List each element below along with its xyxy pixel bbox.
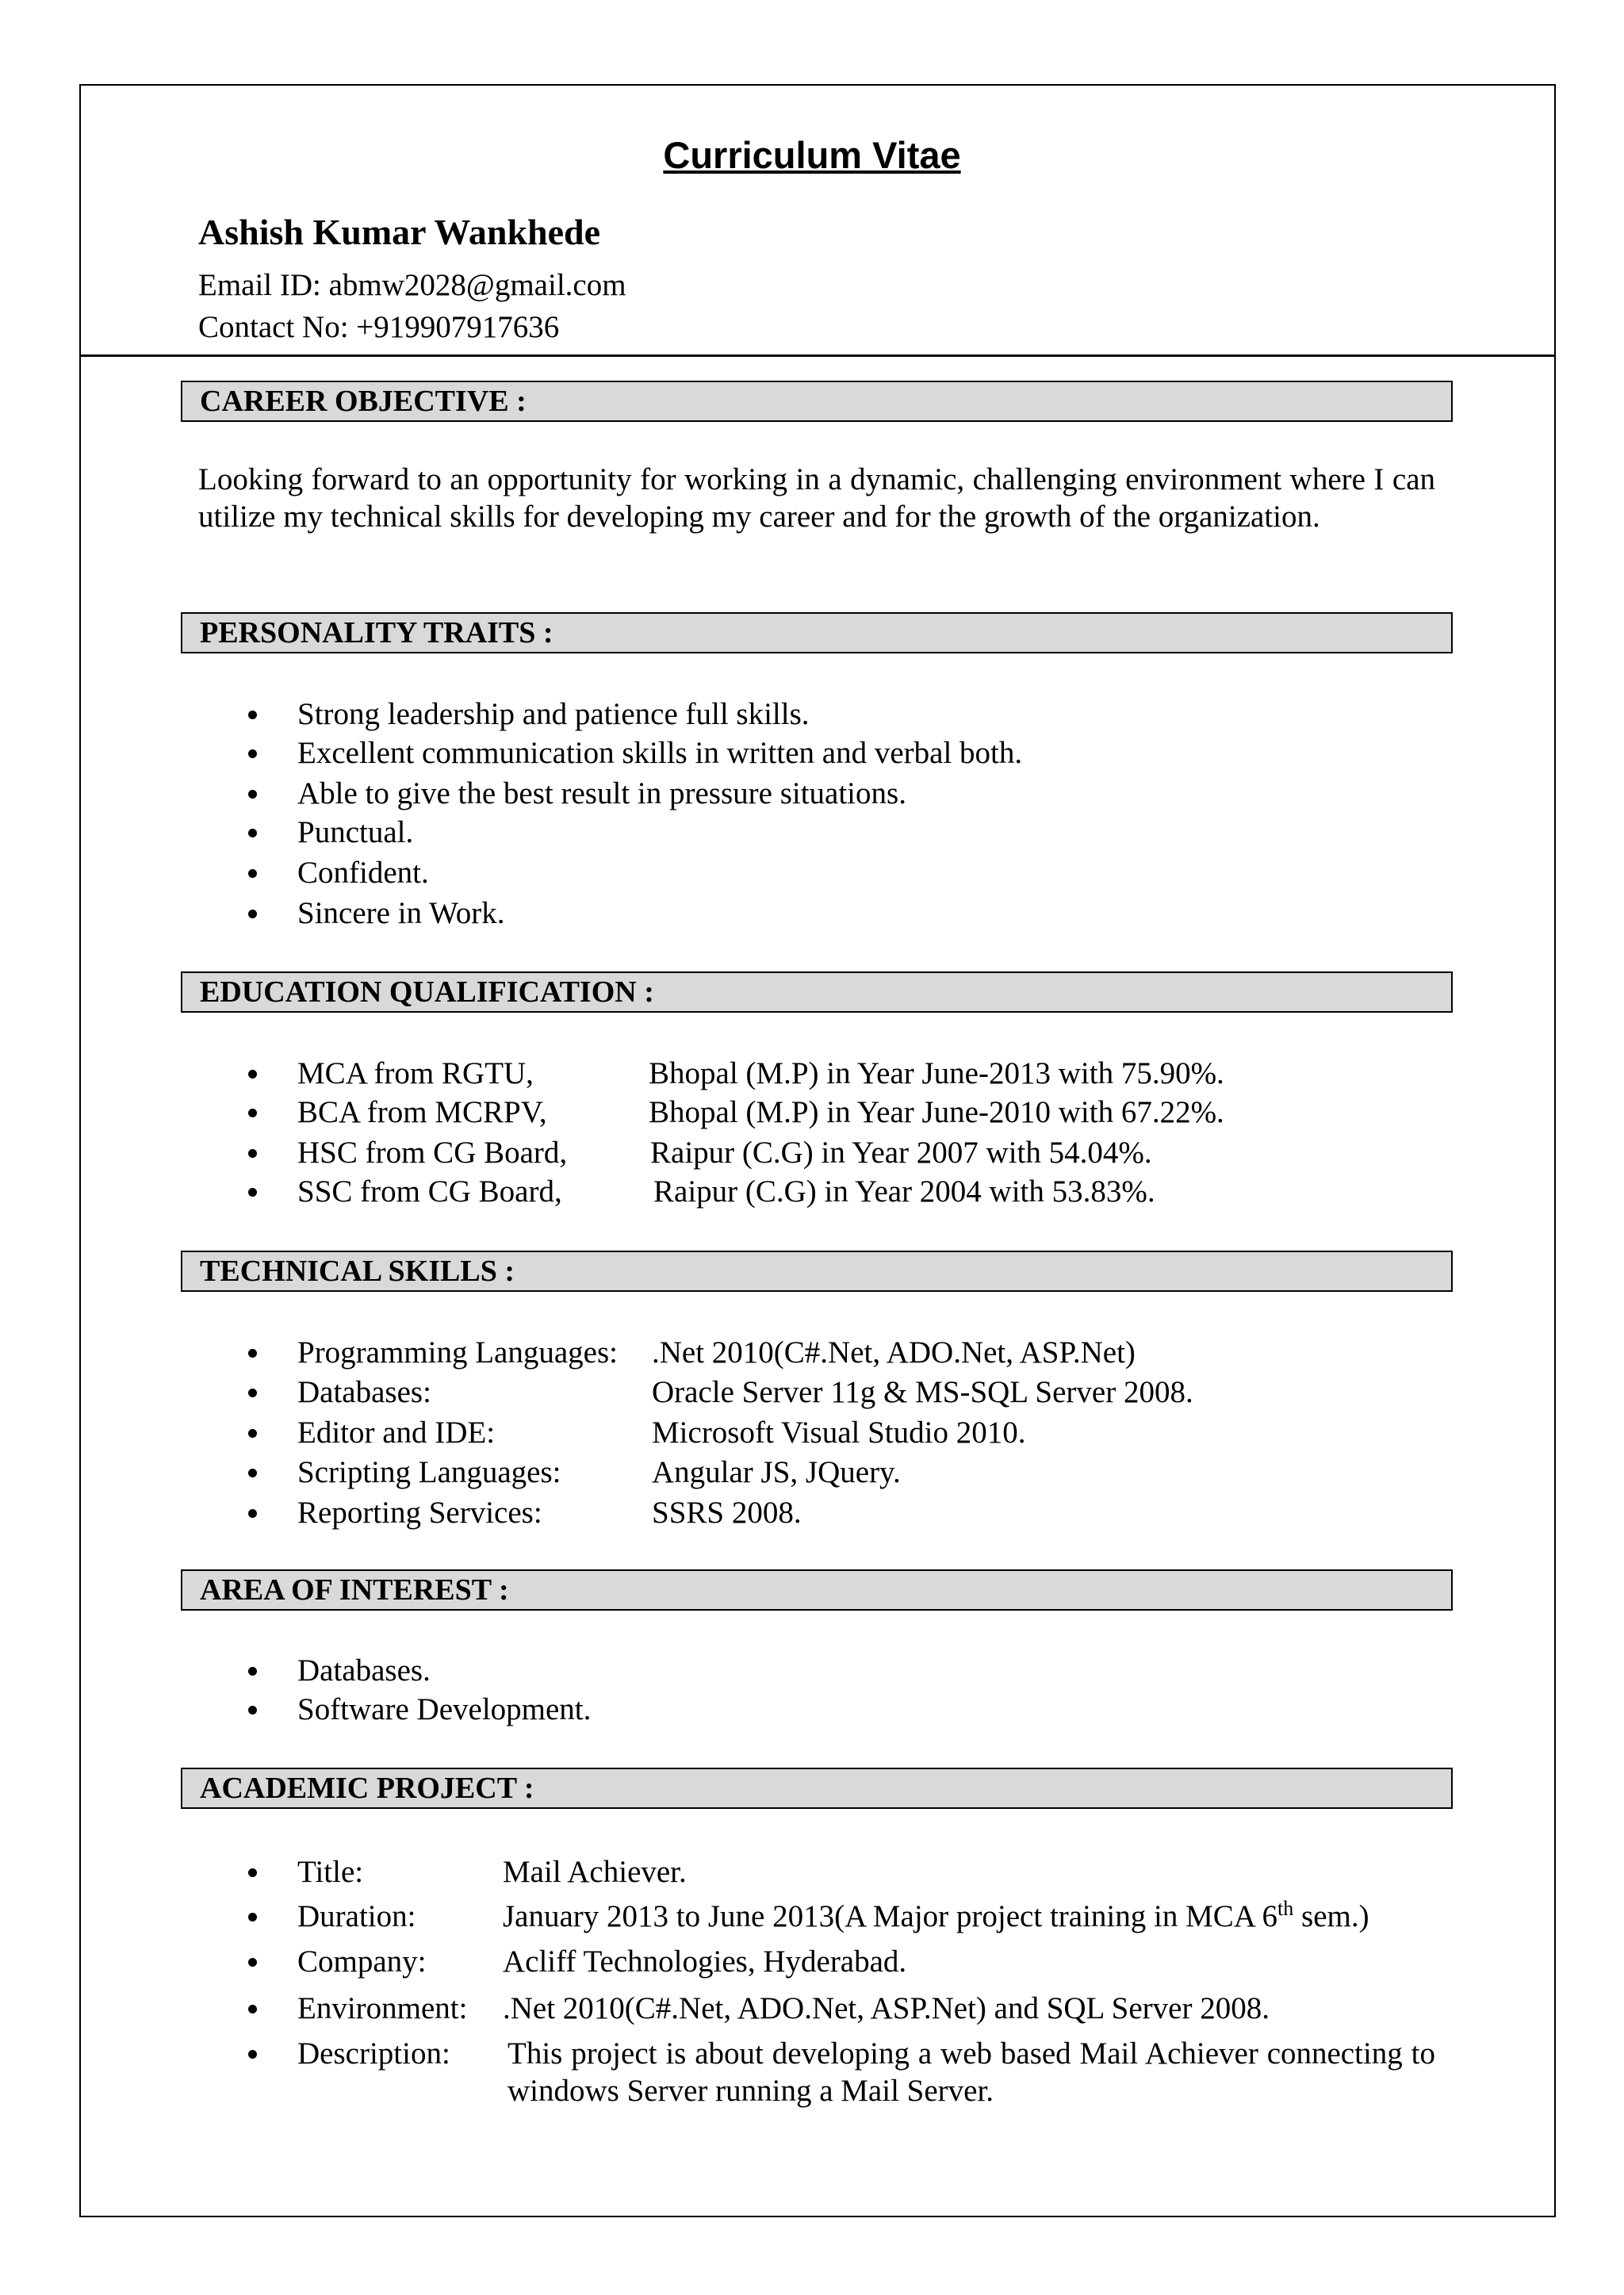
project-value: .Net 2010(C#.Net, ADO.Net, ASP.Net) and SQL Server 2008. <box>503 1991 1270 2025</box>
education-degree: HSC from CG Board, <box>297 1136 568 1170</box>
career-objective-text: Looking forward to an opportunity for working in a dynamic, challenging environment where I can utilize my technical skills for developing my career and for the growth of the organization. <box>198 462 1435 534</box>
skill-value: Oracle Server 11g & MS-SQL Server 2008. <box>652 1375 1193 1409</box>
project-value <box>503 1898 1369 1935</box>
list-item: Strong leadership and patience full skills. <box>297 697 810 731</box>
superscript: th <box>1277 1897 1294 1920</box>
section-header-technical-skills: TECHNICAL SKILLS : <box>181 1251 1453 1292</box>
education-detail: Bhopal (M.P) in Year June-2010 with 67.22%. <box>649 1095 1224 1129</box>
project-value: Mail Achiever. <box>503 1855 687 1889</box>
section-header-education: EDUCATION QUALIFICATION : <box>181 971 1453 1013</box>
candidate-name: Ashish Kumar Wankhede <box>198 212 601 252</box>
education-degree: SSC from CG Board, <box>297 1174 562 1209</box>
list-item: Sincere in Work. <box>297 896 505 930</box>
header-divider <box>79 354 1556 357</box>
list-item: Excellent communication skills in written and verbal both. <box>297 736 1023 770</box>
education-detail: Raipur (C.G) in Year 2007 with 54.04%. <box>650 1136 1152 1170</box>
list-item: Databases. <box>297 1653 431 1688</box>
project-label: Description: <box>297 2036 450 2071</box>
project-value-text: sem.) <box>1293 1899 1369 1933</box>
education-degree: MCA from RGTU, <box>297 1056 534 1090</box>
section-header-area-of-interest: AREA OF INTEREST : <box>181 1569 1453 1611</box>
list-item: Confident. <box>297 856 429 890</box>
skill-label: Scripting Languages: <box>297 1455 561 1489</box>
project-label: Environment: <box>297 1991 468 2025</box>
skill-value: Microsoft Visual Studio 2010. <box>652 1416 1026 1450</box>
skill-label: Programming Languages: <box>297 1335 618 1370</box>
education-detail: Raipur (C.G) in Year 2004 with 53.83%. <box>653 1174 1155 1209</box>
list-item: Software Development. <box>297 1692 592 1726</box>
skill-label: Editor and IDE: <box>297 1416 496 1450</box>
project-label: Duration: <box>297 1899 416 1933</box>
section-header-academic-project: ACADEMIC PROJECT : <box>181 1768 1453 1809</box>
email-line: Email ID: abmw2028@gmail.com <box>198 268 626 302</box>
skill-label: Databases: <box>297 1375 431 1409</box>
project-value-text: January 2013 to June 2013(A Major project training in MCA 6 <box>503 1899 1278 1933</box>
section-header-career-objective: CAREER OBJECTIVE : <box>181 381 1453 422</box>
project-value: Acliff Technologies, Hyderabad. <box>503 1944 907 1979</box>
contact-line: Contact No: +919907917636 <box>198 310 560 344</box>
skill-label: Reporting Services: <box>297 1496 542 1530</box>
project-description: This project is about developing a web based Mail Achiever connecting to windows Server running a Mail Server. <box>508 2036 1435 2108</box>
list-item: Punctual. <box>297 815 414 849</box>
section-header-personality-traits: PERSONALITY TRAITS : <box>181 612 1453 653</box>
skill-value: .Net 2010(C#.Net, ADO.Net, ASP.Net) <box>652 1335 1136 1370</box>
skill-value: SSRS 2008. <box>652 1496 802 1530</box>
project-label: Company: <box>297 1944 427 1979</box>
education-degree: BCA from MCRPV, <box>297 1095 547 1129</box>
education-detail: Bhopal (M.P) in Year June-2013 with 75.90%. <box>649 1056 1224 1090</box>
skill-value: Angular JS, JQuery. <box>652 1455 901 1489</box>
project-label: Title: <box>297 1855 364 1889</box>
list-item: Able to give the best result in pressure situations. <box>297 776 906 810</box>
document-title: Curriculum Vitae <box>663 134 961 176</box>
